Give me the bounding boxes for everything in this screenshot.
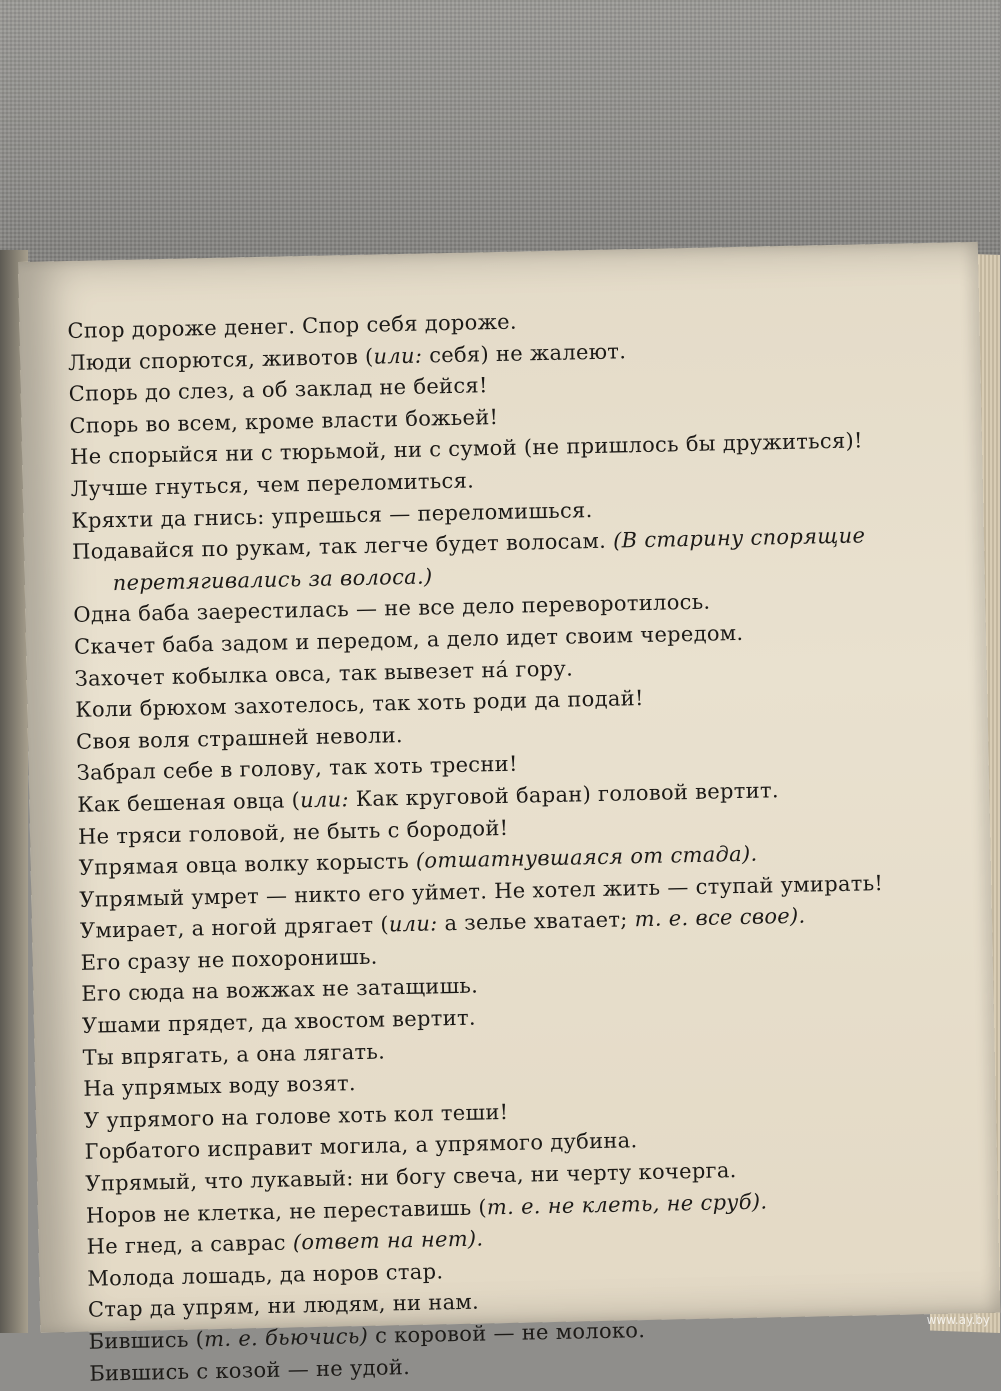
book-page (18, 242, 1000, 1386)
watermark: www.ay.by (926, 1313, 990, 1327)
italic-note: или: (373, 343, 423, 369)
text-span: Своя воля страшней неволи. (75, 722, 404, 754)
text-span: Захочет кобылка овса, так вывезет на́ гору. (74, 655, 574, 691)
text-span: Упрямая овца волку корысть (78, 848, 417, 880)
text-span: Его сразу не похоронишь. (80, 944, 378, 975)
text-span: Умирает, а ногой дрягает ( (79, 912, 390, 944)
text-span: Коли брюхом захотелось, так хоть роди да подай! (75, 686, 644, 723)
text-span: Бившись с козой — не удой. (89, 1354, 411, 1386)
text-span: Не тряси головой, не быть с бородой! (77, 815, 509, 849)
text-span: с коровой — не молоко. (367, 1318, 646, 1348)
text-span: Ушами прядет, да хвостом вертит. (81, 1005, 477, 1038)
italic-note: т. е. все свое). (634, 903, 806, 932)
text-span: Упрямый, что лукавый: ни богу свеча, ни черту кочерга. (85, 1158, 737, 1196)
text-span: Люди спорются, животов ( (67, 344, 374, 375)
italic-note: перетягивались за волоса.) (112, 564, 433, 595)
text-span: Забрал себе в голову, так хоть тресни! (76, 751, 518, 786)
text-span: Молода лошадь, да норов стар. (87, 1259, 444, 1291)
italic-note: или: (388, 911, 438, 937)
text-span: Спорь во всем, кроме власти божьей! (69, 404, 499, 438)
text-span: На упрямых воду возят. (83, 1071, 357, 1102)
text-span: Как бешеная овца ( (77, 788, 301, 817)
text-span: Норов не клетка, не переставишь ( (85, 1195, 488, 1228)
text-span: Подавайся по рукам, так легче будет волосам. (71, 528, 614, 565)
text-span: Бившись ( (88, 1327, 205, 1354)
text-span: У упрямого на голове хоть кол теши! (83, 1099, 509, 1133)
text-span: Горбатого исправит могила, а упрямого дубина. (84, 1128, 638, 1165)
text-span: себя) не жалеют. (421, 338, 627, 368)
italic-note: т. е. не клеть, не сруб). (486, 1189, 768, 1220)
italic-note: т. е. бьючись) (203, 1323, 369, 1352)
text-span: Одна баба заерестилась — не все дело переворотилось. (73, 589, 711, 628)
text-span: Стар да упрям, ни людям, ни нам. (87, 1289, 480, 1323)
italic-note: или: (299, 787, 350, 813)
proverb-list (67, 298, 969, 1390)
text-span: Не спорыйся ни с тюрьмой, ни с сумой (не пришлось бы дружиться)! (69, 428, 863, 470)
text-span: Кряхти да гнись: упрешься — переломишься. (71, 497, 593, 533)
text-span: Его сюда на вожжах не затащишь. (81, 973, 479, 1007)
text-span: Упрямый умрет — никто его уймет. Не хотел жить — ступай умирать! (79, 870, 884, 912)
text-span: Ты впрягать, а она лягать. (82, 1039, 386, 1070)
text-span: а зелье хватает; (437, 907, 635, 936)
text-span: Как круговой баран) головой вертит. (348, 778, 780, 812)
text-span: Скачет баба задом и передом, а дело идет своим чередом. (73, 620, 744, 659)
italic-note: (В старину спорящие (612, 523, 866, 553)
text-span: Не гнед, а саврас (86, 1230, 294, 1259)
text-span: Спорь до слез, а об заклад не бейся! (68, 373, 488, 407)
italic-note: (отшатнувшаяся от стада). (415, 841, 758, 873)
text-span: Лучше гнуться, чем переломиться. (70, 468, 475, 501)
italic-note: (ответ на нет). (292, 1226, 484, 1255)
text-span: Спор дороже денег. Спор себя дороже. (67, 309, 518, 343)
